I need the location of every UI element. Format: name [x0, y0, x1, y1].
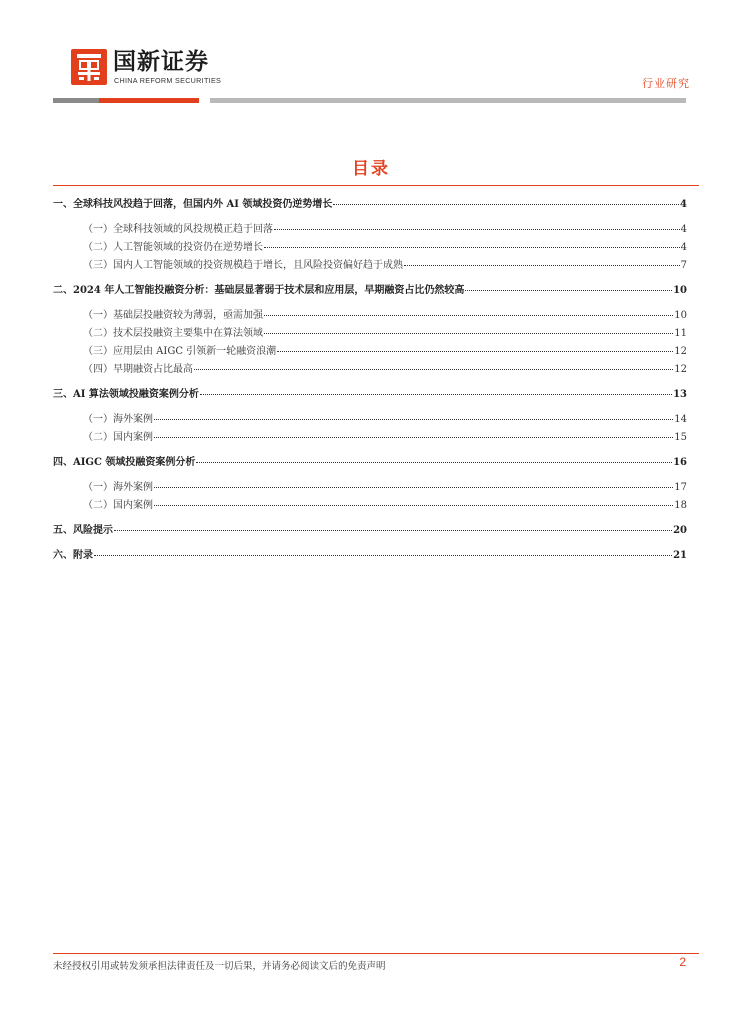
- toc-entry-section-2[interactable]: [53, 282, 687, 300]
- toc-entry-label: （三）国内人工智能领域的投资规模趋于增长，且风险投资偏好趋于成熟: [83, 260, 403, 271]
- title-divider: [53, 185, 699, 186]
- header-bar-gray: [53, 98, 99, 103]
- header-bar-accent: [99, 98, 199, 103]
- toc-entry-page: 11: [674, 328, 687, 339]
- toc-entry-section-3[interactable]: [53, 386, 687, 404]
- toc-entry-section-6[interactable]: [53, 547, 687, 565]
- toc-leader-dots: [196, 452, 672, 463]
- toc-entry-label: 四、AIGC 领域投融资案例分析: [53, 457, 196, 468]
- toc-leader-dots: [154, 477, 673, 488]
- toc-entry-label: 二、2024 年人工智能投融资分析：基础层显著弱于技术层和应用层，早期融资占比仍然较高: [53, 285, 465, 296]
- toc-entry-label: （一）海外案例: [83, 414, 153, 425]
- toc-leader-dots: [264, 237, 680, 248]
- toc-entry-page: 17: [674, 482, 687, 493]
- toc-entry-section-4[interactable]: [53, 454, 687, 472]
- toc-entry-label: 六、附录: [53, 550, 93, 561]
- toc-entry-label: （一）基础层投融资较为薄弱，亟需加强: [83, 310, 263, 321]
- toc-entry-page: 18: [674, 500, 687, 511]
- toc-leader-dots: [94, 545, 672, 556]
- toc-entry-page: 21: [673, 550, 687, 561]
- toc-entry-page: 12: [674, 364, 687, 375]
- toc-leader-dots: [114, 520, 672, 531]
- toc-entry-label: （一）全球科技领域的风投规模正趋于回落: [83, 224, 273, 235]
- logo-emblem-icon: [71, 49, 107, 85]
- toc-entry-page: 20: [673, 525, 687, 536]
- toc-leader-dots: [333, 194, 679, 205]
- logo-chinese-name: 国新证券: [113, 49, 209, 75]
- toc-leader-dots: [264, 305, 673, 316]
- toc-entry-page: 13: [673, 389, 687, 400]
- toc-leader-dots: [154, 409, 673, 420]
- company-logo: [71, 49, 231, 89]
- toc-entry-label: 三、AI 算法领域投融资案例分析: [53, 389, 199, 400]
- toc-entry-page: 4: [680, 242, 687, 253]
- footer-disclaimer: 未经授权引用或转发须承担法律责任及一切后果，并请务必阅读文后的免责声明: [53, 961, 386, 972]
- toc-entry-label: （一）海外案例: [83, 482, 153, 493]
- toc-leader-dots: [200, 384, 672, 395]
- logo-english-name: CHINA REFORM SECURITIES: [114, 76, 222, 85]
- toc-entry-page: 7: [680, 260, 687, 271]
- toc-entry-section-2-4[interactable]: [53, 361, 687, 379]
- toc-entry-label: （二）技术层投融资主要集中在算法领域: [83, 328, 263, 339]
- toc-leader-dots: [277, 341, 673, 352]
- page-number: 2: [679, 955, 686, 969]
- toc-entry-section-1[interactable]: [53, 196, 687, 214]
- report-category-tag: 行业研究: [642, 77, 690, 90]
- toc-leader-dots: [264, 323, 673, 334]
- toc-leader-dots: [274, 219, 680, 230]
- toc-entry-page: 14: [674, 414, 687, 425]
- toc-entry-label: （二）人工智能领域的投资仍在逆势增长: [83, 242, 263, 253]
- toc-leader-dots: [154, 495, 673, 506]
- toc-entry-label: （四）早期融资占比最高: [83, 364, 193, 375]
- toc-entry-page: 10: [673, 285, 687, 296]
- toc-entry-label: （二）国内案例: [83, 500, 153, 511]
- table-of-contents: [53, 196, 687, 565]
- toc-entry-section-5[interactable]: [53, 522, 687, 540]
- toc-entry-page: 12: [674, 346, 687, 357]
- toc-leader-dots: [154, 427, 673, 438]
- toc-title: 目录: [352, 159, 390, 179]
- toc-entry-section-1-3[interactable]: [53, 257, 687, 275]
- toc-entry-page: 4: [680, 224, 687, 235]
- toc-entry-label: （二）国内案例: [83, 432, 153, 443]
- toc-entry-label: 五、风险提示: [53, 525, 113, 536]
- toc-entry-section-4-2[interactable]: [53, 497, 687, 515]
- toc-entry-label: （三）应用层由 AIGC 引领新一轮融资浪潮: [83, 346, 277, 357]
- toc-entry-page: 16: [673, 457, 687, 468]
- toc-entry-page: 15: [674, 432, 687, 443]
- header-bar-light: [210, 98, 686, 103]
- toc-entry-label: 一、全球科技风投趋于回落，但国内外 AI 领域投资仍逆势增长: [53, 199, 333, 210]
- footer-divider: [53, 953, 699, 954]
- toc-entry-section-3-2[interactable]: [53, 429, 687, 447]
- toc-leader-dots: [404, 255, 680, 266]
- toc-entry-page: 10: [674, 310, 687, 321]
- toc-leader-dots: [194, 359, 673, 370]
- toc-entry-page: 4: [680, 199, 687, 210]
- toc-leader-dots: [465, 280, 672, 291]
